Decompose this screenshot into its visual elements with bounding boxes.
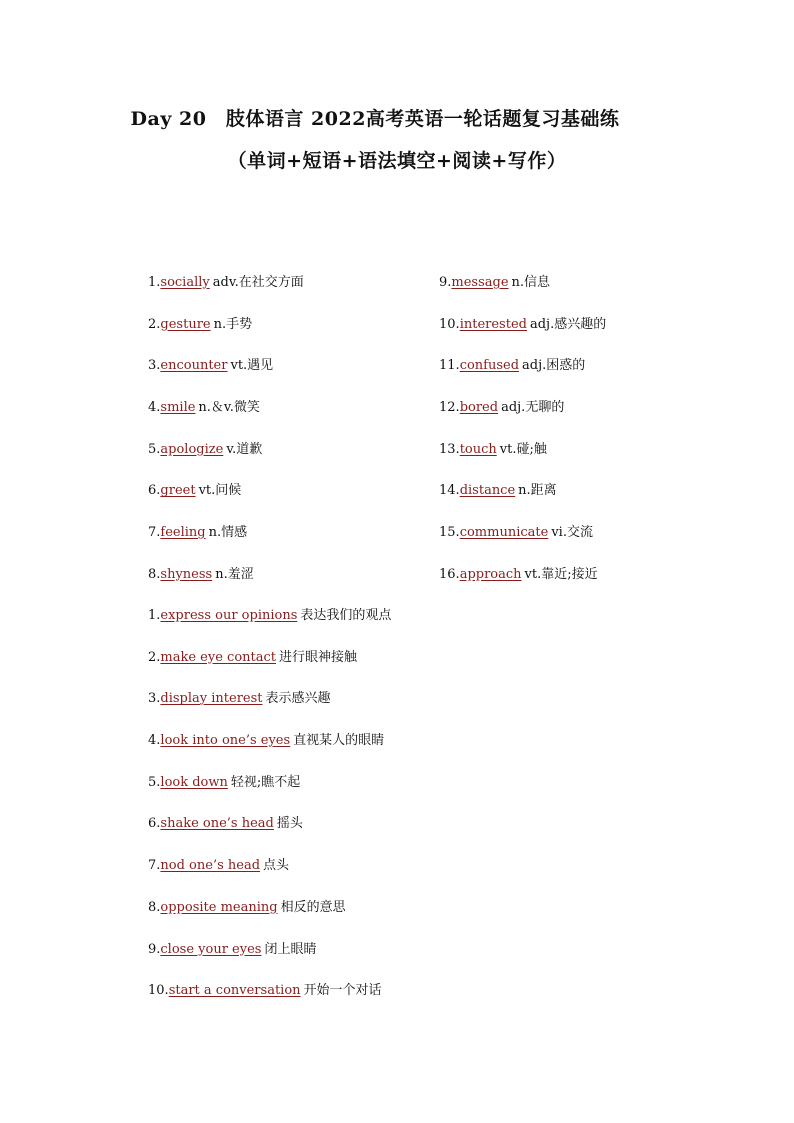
item-number: 12. (439, 400, 460, 416)
answer-text: opposite meaning (160, 899, 278, 915)
item-number: 5. (148, 774, 161, 790)
answer-text: make eye contact (160, 649, 277, 665)
definition-text: 直视某人的眼睛 (293, 733, 385, 749)
document-subtitle: （单词+短语+语法填空+阅读+写作） (227, 150, 567, 172)
vocab-item (439, 443, 606, 457)
answer-text: message (451, 275, 509, 290)
vocab-item (148, 568, 304, 582)
item-number: 8. (148, 899, 161, 915)
answer-text: display interest (160, 691, 263, 707)
item-number: 7. (148, 525, 161, 541)
vocab-item (148, 526, 304, 540)
definition-text: vt.靠近;接近 (524, 566, 598, 582)
definition-text: 相反的意思 (280, 899, 346, 915)
definition-text: n.＆v.微笑 (198, 400, 260, 416)
definition-text: n.信息 (511, 275, 551, 290)
phrase-item (148, 943, 391, 957)
answer-text: look into one’s eyes (160, 733, 291, 749)
definition-text: adj.无聊的 (501, 400, 565, 416)
phrase-item (148, 984, 391, 998)
definition-text: vt.碰;触 (499, 441, 547, 457)
phrase-item (148, 609, 391, 623)
answer-text: distance (459, 483, 516, 499)
item-number: 4. (148, 733, 161, 749)
answer-text: feeling (160, 525, 206, 541)
phrase-list (148, 609, 391, 1026)
vocab-item (439, 568, 606, 582)
answer-text: communicate (459, 525, 549, 541)
answer-text: smile (160, 400, 196, 416)
definition-text: 进行眼神接触 (279, 649, 358, 665)
item-number: 10. (439, 316, 460, 332)
answer-text: look down (160, 774, 228, 790)
answer-text: confused (459, 358, 520, 374)
definition-text: 点头 (263, 858, 290, 874)
answer-text: encounter (160, 358, 228, 374)
item-number: 4. (148, 400, 161, 416)
vocab-item (148, 484, 304, 498)
answer-text: express our opinions (160, 608, 298, 623)
item-number: 3. (148, 691, 161, 707)
definition-text: n.情感 (208, 525, 248, 541)
vocab-item (439, 526, 606, 540)
item-number: 15. (439, 525, 460, 541)
vocab-item (148, 443, 304, 457)
vocab-item (148, 359, 304, 373)
phrase-item (148, 651, 391, 665)
vocab-item (439, 401, 606, 415)
answer-text: touch (459, 441, 497, 457)
vocab-item (439, 484, 606, 498)
definition-text: 表达我们的观点 (300, 608, 392, 623)
item-number: 3. (148, 358, 161, 374)
item-number: 6. (148, 816, 161, 832)
answer-text: apologize (160, 441, 224, 457)
answer-text: bored (459, 400, 499, 416)
item-number: 9. (439, 275, 452, 290)
answer-text: shyness (160, 566, 213, 582)
definition-text: n.羞涩 (215, 566, 254, 582)
definition-text: 轻视;瞧不起 (230, 774, 301, 790)
item-number: 6. (148, 483, 161, 499)
definition-text: adj.感兴趣的 (529, 316, 607, 332)
item-number: 1. (148, 275, 161, 290)
answer-text: close your eyes (160, 941, 262, 957)
vocab-item (439, 276, 606, 290)
item-number: 14. (439, 483, 460, 499)
item-number: 16. (439, 566, 460, 582)
item-number: 11. (439, 358, 460, 374)
answer-text: nod one’s head (160, 858, 261, 874)
answer-text: interested (459, 316, 527, 332)
document-title: Day 20 肢体语言 2022高考英语一轮话题复习基础练 (130, 108, 620, 130)
answer-text: start a conversation (168, 983, 301, 999)
definition-text: vt.遇见 (230, 358, 274, 374)
definition-text: 开始一个对话 (303, 983, 382, 999)
answer-text: gesture (160, 316, 211, 332)
definition-text: vt.问候 (198, 483, 242, 499)
vocab-item (439, 318, 606, 332)
answer-text: shake one’s head (160, 816, 274, 832)
definition-text: vi.交流 (551, 525, 593, 541)
vocab-list-right (439, 276, 606, 610)
item-number: 10. (148, 983, 169, 999)
answer-text: approach (459, 566, 522, 582)
vocab-list-left (148, 276, 304, 610)
phrase-item (148, 859, 391, 873)
definition-text: adv.在社交方面 (212, 275, 304, 290)
answer-text: socially (160, 275, 210, 290)
phrase-item (148, 817, 391, 831)
phrase-item (148, 692, 391, 706)
definition-text: 摇头 (276, 816, 303, 832)
vocab-item (148, 276, 304, 290)
item-number: 1. (148, 608, 161, 623)
answer-text: greet (160, 483, 196, 499)
item-number: 7. (148, 858, 161, 874)
item-number: 2. (148, 316, 161, 332)
definition-text: v.道歉 (226, 441, 263, 457)
vocab-item (148, 318, 304, 332)
phrase-item (148, 776, 391, 790)
vocab-item (148, 401, 304, 415)
definition-text: 闭上眼睛 (264, 941, 317, 957)
item-number: 8. (148, 566, 161, 582)
phrase-item (148, 734, 391, 748)
phrase-item (148, 901, 391, 915)
definition-text: n.手势 (213, 316, 253, 332)
definition-text: 表示感兴趣 (265, 691, 331, 707)
item-number: 5. (148, 441, 161, 457)
item-number: 13. (439, 441, 460, 457)
item-number: 9. (148, 941, 161, 957)
vocab-item (439, 359, 606, 373)
definition-text: adj.困惑的 (522, 358, 586, 374)
item-number: 2. (148, 649, 161, 665)
definition-text: n.距离 (518, 483, 557, 499)
